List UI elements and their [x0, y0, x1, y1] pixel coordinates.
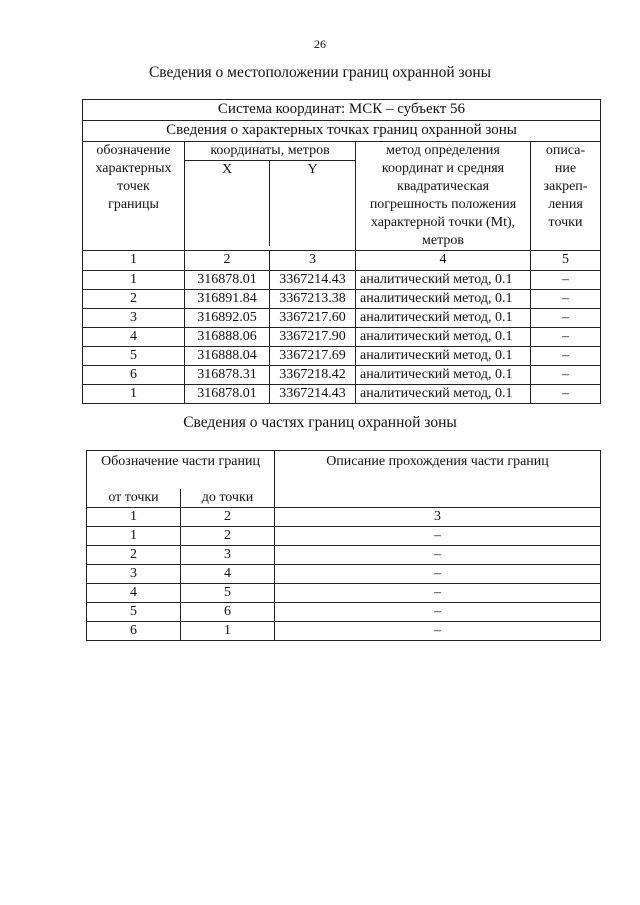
desc-cell: –	[531, 290, 601, 309]
table-row	[83, 271, 601, 290]
point-cell: 5	[83, 347, 185, 366]
column-number: 4	[356, 251, 531, 271]
to-cell: 2	[181, 527, 275, 546]
desc-cell: –	[275, 603, 601, 622]
method-cell: аналитический метод, 0.1	[356, 271, 531, 290]
x-cell: 316891.84	[185, 290, 270, 309]
section1-title: Сведения о местоположении границ охранной зоны	[148, 64, 492, 81]
table-row	[87, 584, 601, 603]
desc-cell: –	[531, 309, 601, 328]
to-cell: 4	[181, 565, 275, 584]
header-line: ления	[548, 197, 583, 212]
header-line: метод определения	[386, 143, 500, 158]
column-number: 2	[185, 251, 270, 271]
column-number: 1	[87, 508, 181, 527]
point-cell: 4	[83, 328, 185, 347]
method-cell: аналитический метод, 0.1	[356, 290, 531, 309]
from-cell: 4	[87, 584, 181, 603]
header-line: погрешность положения	[369, 197, 517, 212]
coordinates-title: координаты, метров	[185, 142, 355, 161]
column-number: 2	[181, 508, 275, 527]
column-number: 3	[270, 251, 356, 271]
point-cell: 2	[83, 290, 185, 309]
header-line: координат и средняя	[381, 161, 505, 176]
boundary-points-table	[82, 99, 601, 404]
method-cell: аналитический метод, 0.1	[356, 347, 531, 366]
header-line: точки	[548, 215, 583, 230]
x-cell: 316892.05	[185, 309, 270, 328]
points-info-row	[83, 121, 601, 142]
x-cell: 316878.31	[185, 366, 270, 385]
column-number: 5	[531, 251, 601, 271]
y-cell: 3367213.38	[270, 290, 356, 309]
to-cell: 5	[181, 584, 275, 603]
desc-cell: –	[531, 366, 601, 385]
table-row	[83, 385, 601, 404]
page-number: 26	[314, 37, 326, 51]
desc-cell: –	[531, 385, 601, 404]
to-cell: 6	[181, 603, 275, 622]
point-cell: 6	[83, 366, 185, 385]
desc-cell: –	[275, 546, 601, 565]
coordinates-header	[185, 142, 356, 251]
table-row	[83, 366, 601, 385]
desc-cell: –	[531, 328, 601, 347]
y-cell: 3367217.69	[270, 347, 356, 366]
method-header	[356, 142, 531, 251]
point-cell: 1	[83, 385, 185, 404]
to-cell: 1	[181, 622, 275, 641]
table-row	[83, 309, 601, 328]
method-cell: аналитический метод, 0.1	[356, 385, 531, 404]
column-number: 1	[83, 251, 185, 271]
from-cell: 3	[87, 565, 181, 584]
from-cell: 1	[87, 527, 181, 546]
section2-title: Сведения о частях границ охранной зоны	[183, 414, 457, 431]
y-header: Y	[307, 162, 318, 177]
header-line: точек	[117, 179, 150, 194]
desc-cell: –	[275, 584, 601, 603]
part-description-header: Описание прохождения части границ	[275, 451, 601, 508]
y-cell: 3367217.90	[270, 328, 356, 347]
header-line: обозначение	[96, 143, 171, 158]
method-cell: аналитический метод, 0.1	[356, 328, 531, 347]
x-cell: 316888.04	[185, 347, 270, 366]
y-cell: 3367217.60	[270, 309, 356, 328]
y-cell: 3367214.43	[270, 385, 356, 404]
column-number-row	[87, 508, 601, 527]
from-cell: 5	[87, 603, 181, 622]
method-cell: аналитический метод, 0.1	[356, 309, 531, 328]
table-row	[83, 328, 601, 347]
column-number-row	[83, 251, 601, 271]
desc-cell: –	[531, 271, 601, 290]
desc-cell: –	[275, 527, 601, 546]
column-header-row	[83, 142, 601, 251]
table-row	[87, 622, 601, 641]
point-cell: 3	[83, 309, 185, 328]
header-line: квадратическая	[396, 179, 490, 194]
x-cell: 316878.01	[185, 385, 270, 404]
header-line: метров	[422, 233, 464, 248]
from-cell: 2	[87, 546, 181, 565]
table-row	[87, 527, 601, 546]
header-line: границы	[108, 197, 159, 212]
from-cell: 6	[87, 622, 181, 641]
table-row	[87, 565, 601, 584]
description-header	[531, 142, 601, 251]
x-cell: 316878.01	[185, 271, 270, 290]
coordinate-system-row	[83, 100, 601, 121]
table-row	[87, 546, 601, 565]
designation-header	[83, 142, 185, 251]
header-line: описа-	[545, 143, 586, 158]
boundary-parts-table	[86, 450, 601, 641]
method-cell: аналитический метод, 0.1	[356, 366, 531, 385]
to-cell: 3	[181, 546, 275, 565]
column-number: 3	[275, 508, 601, 527]
header-line: характерной точки (Mt),	[370, 215, 516, 230]
x-cell: 316888.06	[185, 328, 270, 347]
to-point-header: до точки	[181, 489, 275, 508]
y-cell: 3367218.42	[270, 366, 356, 385]
desc-cell: –	[531, 347, 601, 366]
from-point-header: от точки	[87, 489, 181, 508]
parts-header-row	[87, 451, 601, 490]
header-line: ние	[554, 161, 577, 176]
table-row	[87, 603, 601, 622]
header-line: характерных	[95, 161, 172, 176]
table-row	[83, 347, 601, 366]
points-info-cell: Сведения о характерных точках границ охранной зоны	[83, 121, 601, 142]
desc-cell: –	[275, 565, 601, 584]
table-row	[83, 290, 601, 309]
x-header: X	[185, 161, 270, 246]
point-cell: 1	[83, 271, 185, 290]
coordinate-system-cell: Система координат: МСК – субъект 56	[83, 100, 601, 121]
part-designation-header: Обозначение части границ	[87, 451, 275, 490]
y-cell: 3367214.43	[270, 271, 356, 290]
desc-cell: –	[275, 622, 601, 641]
header-line: закреп-	[543, 179, 588, 194]
